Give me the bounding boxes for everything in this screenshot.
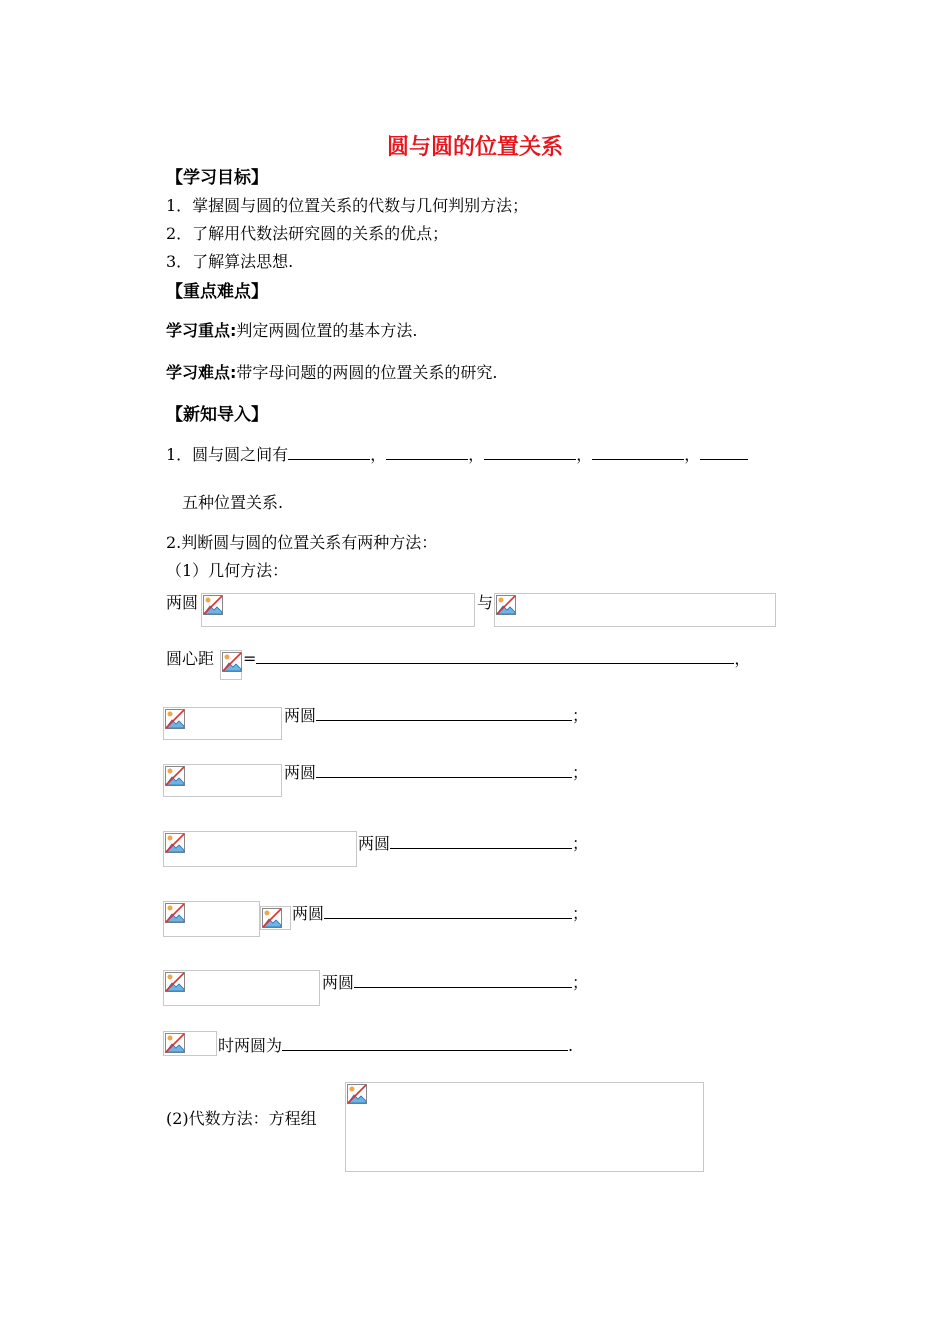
condition-image: [163, 831, 357, 867]
answer-blank[interactable]: [592, 445, 684, 460]
relation-row: [292, 901, 588, 924]
semicolon: ；: [572, 973, 589, 992]
goal-item: 3．了解算法思想.: [166, 252, 294, 271]
period: .: [568, 1036, 574, 1055]
relation-row: [322, 970, 588, 993]
answer-blank[interactable]: [484, 445, 576, 460]
two-circles-label: 两圆: [358, 834, 391, 853]
two-circles-label: 两圆: [284, 706, 317, 725]
broken-image-icon: [165, 972, 185, 992]
semicolon: ；: [572, 834, 589, 853]
relation-row: [284, 703, 588, 726]
broken-image-icon: [165, 833, 185, 853]
goals-heading: 【学习目标】: [166, 168, 268, 188]
semicolon: ；: [572, 904, 589, 923]
difficulty-line: [166, 360, 498, 383]
question-2: 2.判断圆与圆的位置关系有两种方法：: [166, 533, 438, 552]
intro-heading: 【新知导入】: [166, 405, 268, 425]
answer-blank[interactable]: [282, 1036, 568, 1051]
distance-row: [243, 646, 750, 669]
condition-image: [163, 1031, 217, 1056]
when-two-circles-label: 时两圆为: [218, 1036, 283, 1055]
key-points-heading: 【重点难点】: [166, 282, 268, 302]
answer-blank[interactable]: [256, 649, 734, 664]
algebraic-method-label: (2)代数方法：方程组: [166, 1109, 317, 1128]
condition-image: [163, 764, 282, 797]
condition-image: [163, 970, 320, 1006]
focus-text: 判定两圆位置的基本方法.: [236, 321, 418, 340]
answer-blank[interactable]: [316, 706, 572, 721]
equation-system-image: [345, 1082, 704, 1172]
center-distance-label: 圆心距: [166, 649, 215, 668]
relation-row: [218, 1033, 573, 1056]
q1-suffix: 五种位置关系.: [182, 493, 284, 512]
and-label: 与: [477, 593, 494, 612]
focus-line: [166, 318, 418, 341]
two-circles-label: 两圆: [322, 973, 355, 992]
comma: ，: [576, 445, 593, 464]
relation-row: [284, 760, 588, 783]
semicolon: ；: [572, 763, 589, 782]
distance-symbol-image: [220, 650, 242, 680]
broken-image-icon: [262, 908, 282, 928]
circle-2-equation-image: [494, 593, 776, 627]
q1-prefix: 1．圆与圆之间有: [166, 445, 289, 464]
comma: ，: [468, 445, 485, 464]
comma: ，: [684, 445, 701, 464]
broken-image-icon: [347, 1084, 367, 1104]
condition-image-secondary: [260, 906, 291, 930]
answer-blank[interactable]: [354, 973, 572, 988]
answer-blank[interactable]: [700, 445, 748, 460]
broken-image-icon: [203, 595, 223, 615]
broken-image-icon: [165, 766, 185, 786]
broken-image-icon: [165, 709, 185, 729]
answer-blank[interactable]: [386, 445, 468, 460]
relation-row: [358, 831, 588, 854]
geometric-method-label: （1）几何方法：: [166, 561, 289, 580]
answer-blank[interactable]: [288, 445, 370, 460]
broken-image-icon: [165, 903, 185, 923]
two-circles-label: 两圆: [166, 593, 199, 612]
question-1: [166, 442, 748, 465]
broken-image-icon: [496, 595, 516, 615]
difficulty-text: 带字母问题的两圆的位置关系的研究.: [236, 363, 498, 382]
circle-1-equation-image: [201, 593, 475, 627]
focus-label: 学习重点:: [166, 321, 237, 340]
answer-blank[interactable]: [316, 763, 572, 778]
broken-image-icon: [222, 652, 242, 672]
two-circles-label: 两圆: [284, 763, 317, 782]
condition-image: [163, 901, 260, 937]
goal-item: 2．了解用代数法研究圆的关系的优点；: [166, 224, 449, 243]
equals-sign: =: [243, 649, 257, 668]
answer-blank[interactable]: [390, 834, 572, 849]
page-title: 圆与圆的位置关系: [386, 135, 563, 160]
answer-blank[interactable]: [324, 904, 572, 919]
comma: ，: [370, 445, 387, 464]
difficulty-label: 学习难点:: [166, 363, 237, 382]
goal-item: 1．掌握圆与圆的位置关系的代数与几何判别方法；: [166, 196, 529, 215]
comma: ，: [734, 649, 751, 668]
condition-image: [163, 707, 282, 740]
broken-image-icon: [165, 1033, 185, 1053]
semicolon: ；: [572, 706, 589, 725]
two-circles-label: 两圆: [292, 904, 325, 923]
